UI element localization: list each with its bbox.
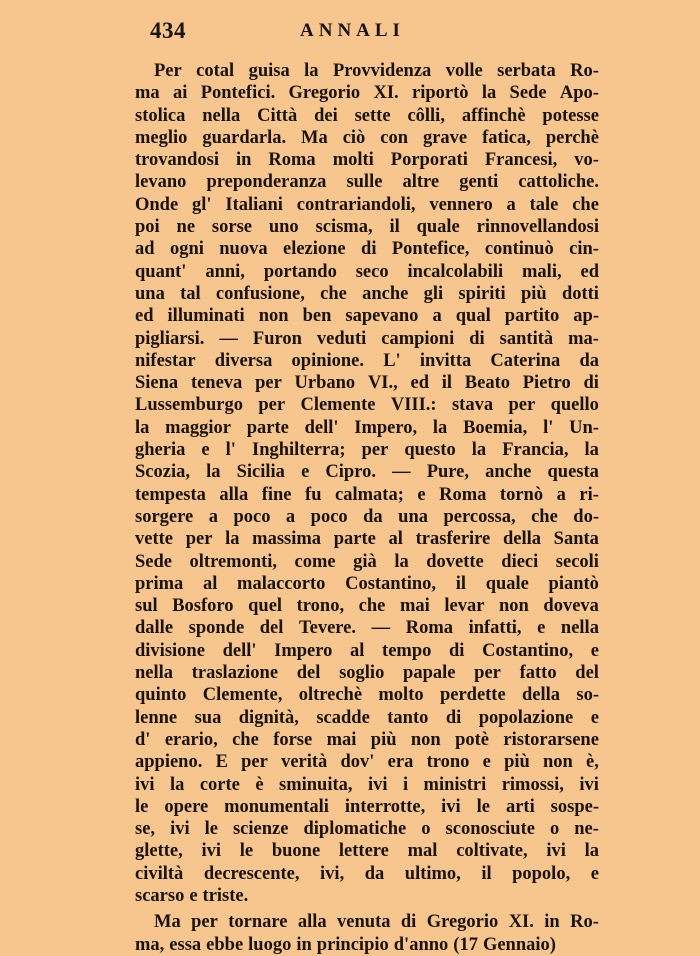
text-line: gheria e l' Inghilterra; per questo la Francia, la <box>135 440 599 461</box>
body-text <box>135 60 599 956</box>
text-line: quant' anni, portando seco incalcolabili mali, ed <box>135 261 599 282</box>
text-line: Lussemburgo per Clemente VIII.: stava per quello <box>135 395 599 416</box>
text-line: levano preponderanza sulle altre genti cattoliche. <box>135 172 599 193</box>
text-line: dalle sponde del Tevere. — Roma infatti, e nella <box>135 618 599 639</box>
text-line: Per cotal guisa la Provvidenza volle serbata Ro- <box>154 61 599 81</box>
page-number: 434 <box>150 18 186 43</box>
text-line: Ma per tornare alla venuta di Gregorio XI. in Ro- <box>154 912 599 933</box>
text-line: prima al malaccorto Costantino, il quale piantò <box>135 573 599 594</box>
text-line: d' erario, che forse mai più non potè ristorarsene <box>135 729 599 750</box>
text-line: una tal confusione, che anche gli spiriti più dotti <box>135 283 599 304</box>
text-line: ivi la corte è sminuita, ivi i ministri rimossi, ivi <box>135 774 599 795</box>
text-line: vette per la massima parte al trasferire della Santa <box>135 529 599 550</box>
text-line: se, ivi le scienze diplomatiche o sconosciute o ne- <box>135 819 599 840</box>
text-line: ma ai Pontefici. Gregorio XI. riportò la Sede Apo- <box>135 83 599 104</box>
text-line: appieno. E per verità dov' era trono e più non è, <box>135 752 599 773</box>
text-line: sul Bosforo quel trono, che mai levar non doveva <box>135 596 599 617</box>
text-line: stolica nella Città dei sette côlli, affinchè potesse <box>135 105 599 126</box>
text-line: nifestar diversa opinione. L' invitta Caterina da <box>135 350 599 371</box>
text-line: la maggior parte dell' Impero, la Boemia, l' Un- <box>135 417 599 438</box>
text-line: glette, ivi le buone lettere mal coltivate, ivi la <box>135 841 599 862</box>
text-line: pigliarsi. — Furon veduti campioni di santità ma- <box>135 328 599 349</box>
text-line: ed illuminati non ben sapevano a qual partito ap- <box>135 306 599 327</box>
text-line: Onde gl' Italiani contrariandoli, vennero a tale che <box>135 194 599 215</box>
running-head: ANNALI <box>300 20 405 41</box>
text-line: meglio guardarla. Ma ciò con grave fatica, perchè <box>135 127 599 148</box>
text-line: sorgere a poco a poco da una percossa, che do- <box>135 506 599 527</box>
paragraph <box>135 60 599 907</box>
text-line: trovandosi in Roma molti Porporati Francesi, vo- <box>135 150 599 171</box>
text-line: civiltà decrescente, ivi, da ultimo, il popolo, e <box>135 863 599 884</box>
text-line: divisione dell' Impero al tempo di Costantino, e <box>135 640 599 661</box>
text-line: ad ogni nuova elezione di Pontefice, continuò cin- <box>135 239 599 260</box>
text-line: Sede oltremonti, come già la dovette dieci secoli <box>135 551 599 572</box>
text-line: tempesta alla fine fu calmata; e Roma tornò a ri- <box>135 484 599 505</box>
text-line: quinto Clemente, oltrechè molto perdette della so- <box>135 685 599 706</box>
text-line: lenne sua dignità, scadde tanto di popolazione e <box>135 707 599 728</box>
text-line: Siena teneva per Urbano VI., ed il Beato Pietro di <box>135 373 599 394</box>
text-line: Scozia, la Sicilia e Cipro. — Pure, anche questa <box>135 462 599 483</box>
text-line: nella traslazione del soglio papale per fatto del <box>135 663 599 684</box>
text-line: ma, essa ebbe luogo in principio d'anno (17 Gennaio) <box>135 934 556 955</box>
text-line: le opere monumentali interrotte, ivi le arti sospe- <box>135 796 599 817</box>
text-line: scarso e triste. <box>135 885 249 906</box>
text-line: poi ne sorse uno scisma, il quale rinnovellandosi <box>135 217 599 238</box>
page-header <box>150 18 610 48</box>
